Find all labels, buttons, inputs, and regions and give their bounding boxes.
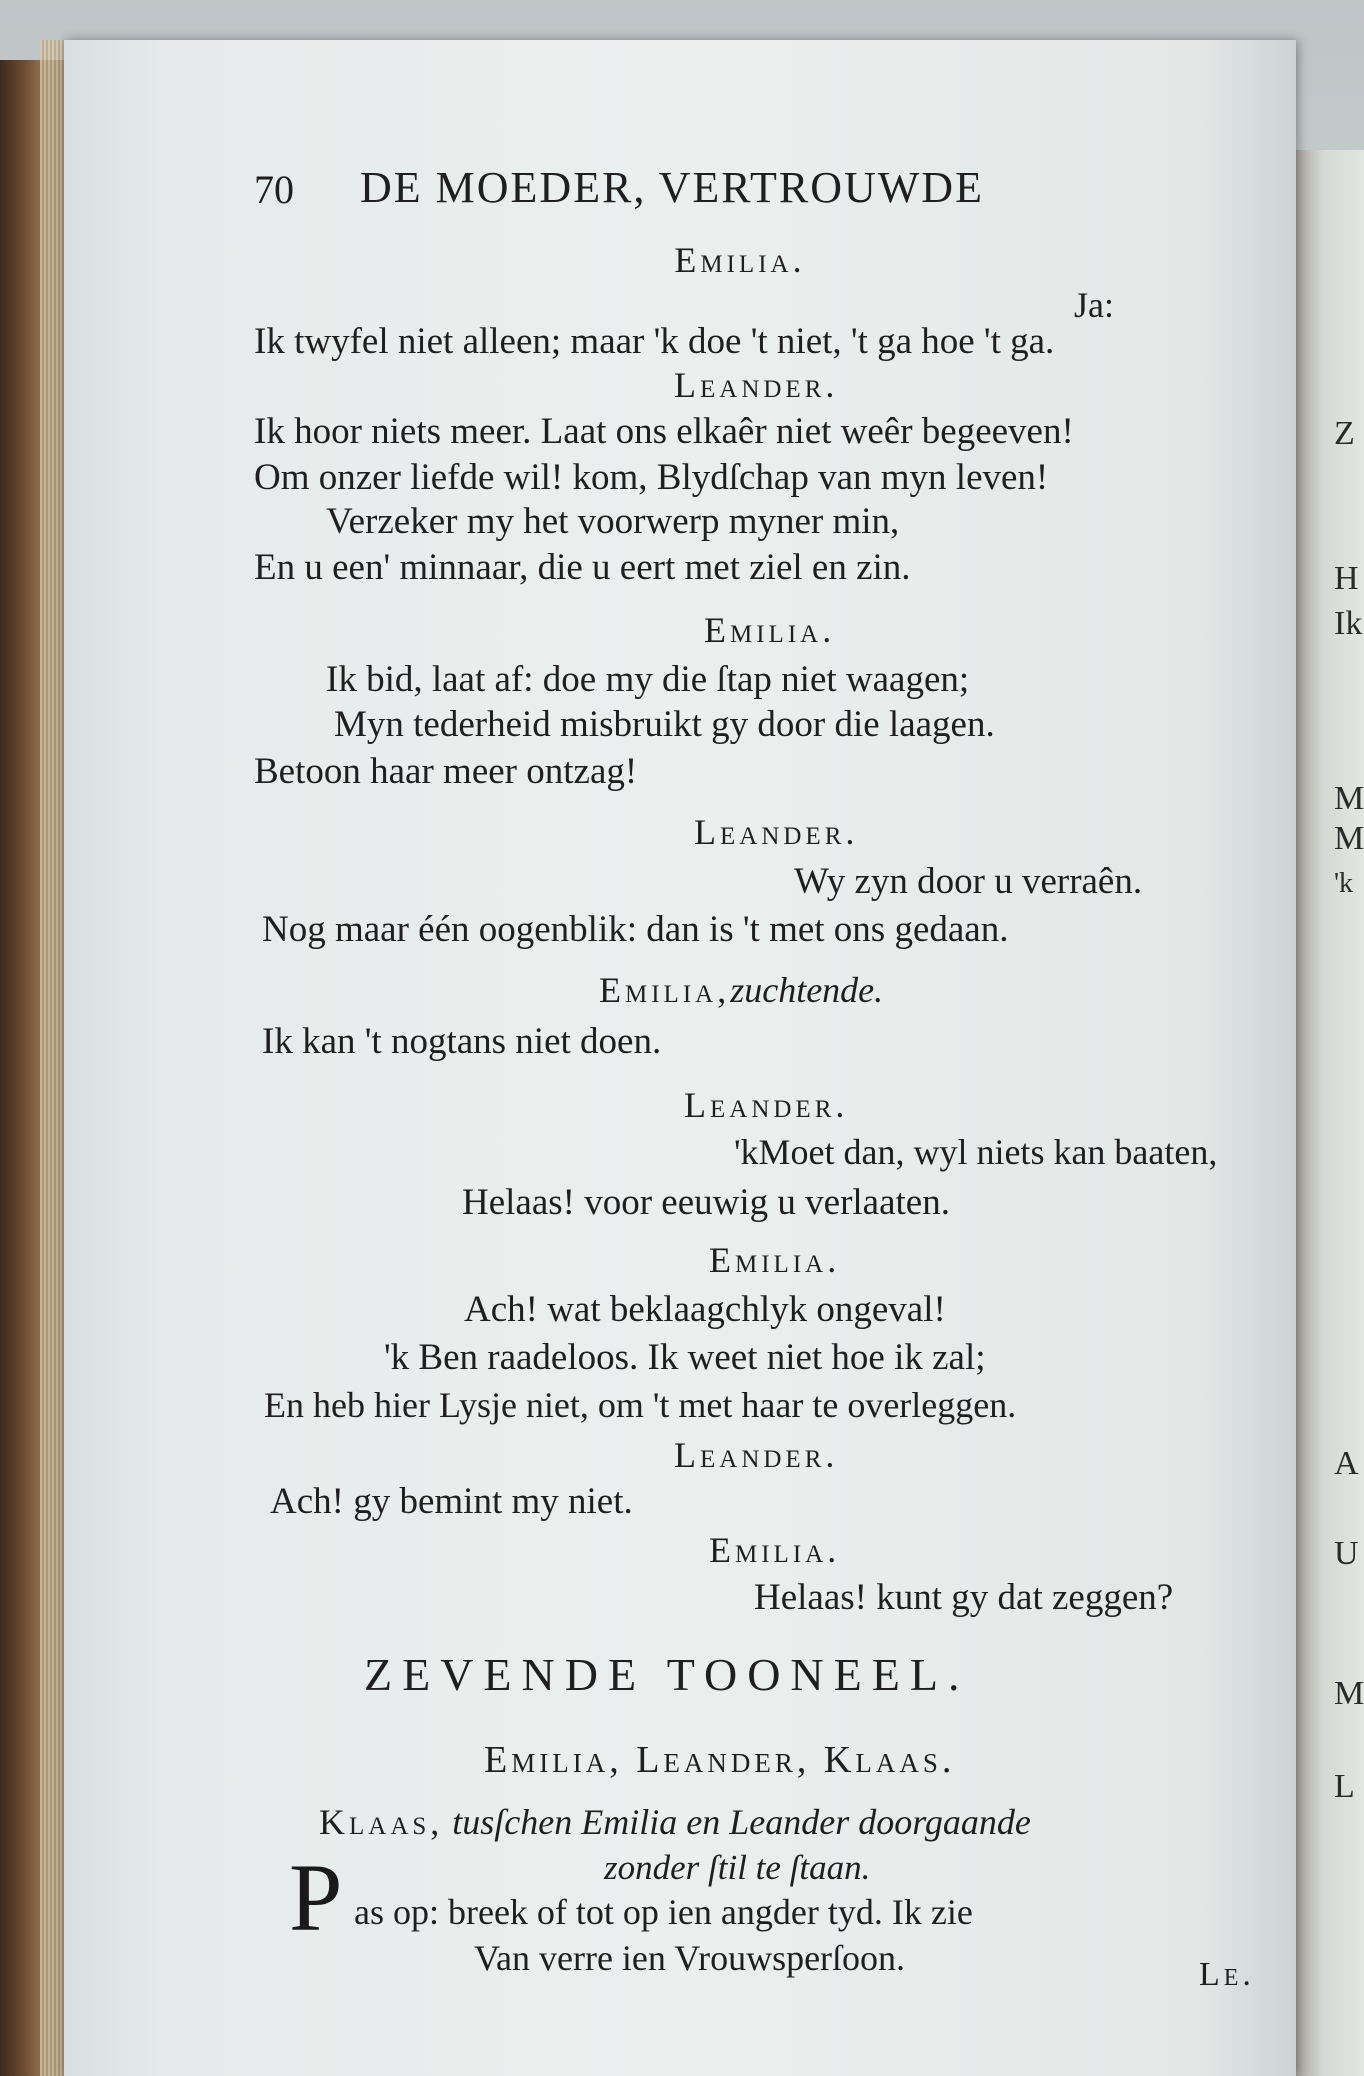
running-title: DE MOEDER, VERTROUWDE	[360, 163, 984, 212]
verse-line: Van verre ien Vrouwsperſoon.	[474, 1938, 906, 1978]
speaker-name-text: Emilia,	[599, 970, 731, 1010]
verse-line: Om onzer liefde wil! kom, Blydſchap van myn leven!	[254, 457, 1049, 498]
speaker-name	[599, 970, 883, 1010]
drop-cap: P	[289, 1844, 343, 1951]
verse-line: Verzeker my het voorwerp myner min,	[326, 501, 900, 542]
facing-page-letter: L	[1334, 1768, 1355, 1805]
verse-line: Wy zyn door u verraên.	[794, 861, 1143, 902]
speaker-name: Emilia.	[709, 1530, 841, 1570]
facing-page-letter: H	[1334, 560, 1359, 597]
scene-characters: Emilia, Leander, Klaas.	[484, 1739, 956, 1781]
facing-page-letter: A	[1334, 1445, 1359, 1482]
verse-line: 'kMoet dan, wyl niets kan baaten,	[734, 1132, 1218, 1172]
speaker-name: Leander.	[694, 812, 859, 852]
verse-line: Ik hoor niets meer. Laat ons elkaêr niet weêr begeeven!	[254, 411, 1074, 452]
verse-line: as op: breek of tot op ien angder tyd. Ik zie	[354, 1892, 973, 1932]
verse-line: En heb hier Lysje niet, om 't met haar te overleggen.	[264, 1385, 1017, 1425]
verse-line: Ach! gy bemint my niet.	[270, 1481, 633, 1522]
facing-page-letter: U	[1334, 1535, 1359, 1572]
facing-page-letter: M	[1334, 1675, 1364, 1712]
facing-page-letter: Z	[1334, 415, 1355, 452]
speaker-name: Emilia.	[709, 1240, 841, 1280]
facing-page-letter: Ik	[1334, 605, 1363, 642]
facing-page-letter: 'k	[1334, 868, 1354, 899]
speaker-name: Leander.	[674, 1435, 839, 1475]
book-page	[64, 40, 1296, 2076]
verse-line: Ach! wat beklaagchlyk ongeval!	[464, 1289, 946, 1330]
direction-text: tusſchen Emilia en Leander doorgaande	[452, 1802, 1031, 1842]
facing-page-letter: M	[1334, 780, 1364, 817]
verse-line: Helaas! kunt gy dat zeggen?	[754, 1577, 1174, 1618]
scene-title: ZEVENDE TOONEEL.	[364, 1649, 970, 1700]
speaker-name: Emilia.	[704, 610, 836, 650]
facing-page-letter: M	[1334, 820, 1364, 857]
verse-line: Ik kan 't nogtans niet doen.	[262, 1021, 662, 1062]
verse-line: Betoon haar meer ontzag!	[254, 751, 638, 792]
stage-direction	[319, 1802, 1031, 1842]
page-content	[64, 40, 1296, 2076]
speaker-name: Leander.	[684, 1085, 849, 1125]
verse-line: Helaas! voor eeuwig u verlaaten.	[462, 1182, 950, 1223]
verse-line: En u een' minnaar, die u eert met ziel en zin.	[254, 547, 911, 588]
catchword: Le.	[1199, 1956, 1255, 1993]
verse-line: 'k Ben raadeloos. Ik weet niet hoe ik zal;	[384, 1337, 986, 1378]
direction-text: zonder ſtil te ſtaan.	[604, 1848, 871, 1887]
speaker-name: Emilia.	[674, 240, 806, 280]
verse-line: Myn tederheid misbruikt gy door die laagen.	[334, 704, 995, 745]
direction-speaker: Klaas,	[319, 1802, 444, 1842]
page-number: 70	[254, 167, 294, 212]
verse-line: Ja:	[1074, 285, 1114, 325]
verse-line: Ik bid, laat af: doe my die ſtap niet waagen;	[326, 659, 970, 700]
speaker-name: Leander.	[674, 365, 839, 405]
verse-line: Nog maar één oogenblik: dan is 't met ons gedaan.	[262, 909, 1009, 950]
verse-line: Ik twyfel niet alleen; maar 'k doe 't niet, 't ga hoe 't ga.	[254, 321, 1055, 362]
stage-direction: zuchtende.	[730, 970, 884, 1010]
